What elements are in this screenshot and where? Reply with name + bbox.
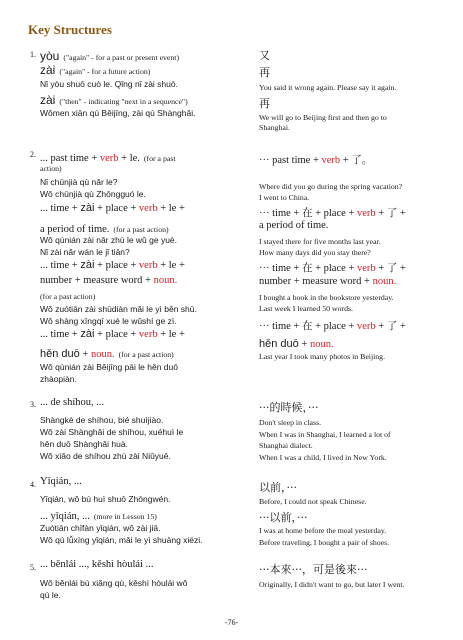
pattern-note: (for a past action) [40, 292, 96, 301]
chinese-pattern: ···的時候，··· [259, 401, 319, 414]
example-pinyin: Wǒ xiǎo de shíhou zhù zài Niǔyuē. [40, 451, 171, 461]
english-translation: Last week I learned 50 words. [259, 304, 353, 313]
section-number: 4. [30, 480, 36, 489]
example-pinyin: Wǒ běnlái bù xiǎng qù, kěshì hòulái wǒ [40, 578, 188, 588]
section-number: 1. [30, 50, 36, 59]
pattern-time-zai-place: ... time + zài + place + verb + le + [40, 202, 185, 214]
section-number: 2. [30, 150, 36, 159]
english-translation: I was at home before the meal yesterday. [259, 526, 387, 535]
chinese-pattern: ··· time + 在 + place + verb + 了 + [259, 208, 406, 219]
chinese-pattern: ··· time + 在 + place + verb + 了 + [259, 321, 406, 332]
example-pinyin: Wǒ zài Shànghǎi de shíhou, xuéhuì le [40, 427, 184, 437]
example-pinyin: Nǐ zài nǎr wán le jǐ tiān? [40, 247, 130, 257]
page-number: -76- [224, 618, 239, 627]
english-translation: When I was a child, I lived in New York. [259, 453, 387, 462]
english-translation: Don't sleep in class. [259, 418, 322, 427]
chinese-pattern: number + measure word + noun. [259, 276, 397, 287]
chinese-pattern: 又 [259, 49, 270, 62]
example-pinyin: Wǒ shàng xīngqī xué le wǔshí ge zì. [40, 316, 177, 326]
example-pinyin: Nǐ yòu shuō cuò le. Qǐng nǐ zài shuō. [40, 79, 178, 89]
example-pinyin: Wǒ zuótiān zài shūdiàn mǎi le yì běn shū. [40, 304, 197, 314]
english-translation: We will go to Beijing first and then go to [259, 113, 387, 122]
chinese-pattern: 再 [259, 97, 270, 110]
example-pinyin: zhàopiàn. [40, 374, 77, 384]
page-title: Key Structures [28, 22, 112, 37]
english-translation: You said it wrong again. Please say it again. [259, 83, 397, 92]
english-translation: Originally, I didn't want to go, but later I went. [259, 580, 405, 589]
example-pinyin: Zuótiān chīfàn yǐqián, wǒ zài jiā. [40, 523, 161, 533]
english-translation: I stayed there for five months last year. [259, 237, 381, 246]
section-number: 5. [30, 563, 36, 572]
pattern-note: action) [40, 164, 62, 173]
section-number: 3. [30, 400, 36, 409]
pattern-yiqian-after: ... yǐqián, ... (more in Lesson 15) [40, 511, 157, 522]
example-pinyin: Wǒmen xiān qù Běijīng, zài qù Shànghǎi. [40, 108, 196, 118]
pattern-number-measure: number + measure word + noun. [40, 275, 178, 286]
pattern-benlai-keshi: ... běnlái ..., kěshì hòulái ... [40, 559, 154, 570]
example-pinyin: hěn duō Shànghǎi huà. [40, 439, 128, 449]
english-translation: Last year I took many photos in Beijing. [259, 352, 386, 361]
english-translation: I bought a book in the bookstore yesterday. [259, 293, 394, 302]
english-translation: Where did you go during the spring vacation? [259, 182, 403, 191]
pattern-hen-duo: hěn duō + noun. (for a past action) [40, 348, 174, 360]
pattern-zai-again: zài ("again" - for a future action) [40, 63, 151, 77]
english-translation: Before traveling, I bought a pair of shoes. [259, 538, 390, 547]
pattern-de-shihou: ... de shíhou, ... [40, 397, 105, 408]
english-translation: I went to China. [259, 193, 310, 202]
pattern-you: yòu ("again" - for a past or present event) [40, 49, 180, 63]
chinese-pattern: ···本來···，可是後來··· [259, 563, 368, 576]
chinese-pattern: ···以前，··· [259, 511, 308, 524]
chinese-pattern: 再 [259, 66, 270, 79]
example-pinyin: Nǐ chūnjià qù nǎr le? [40, 177, 118, 187]
pattern-yiqian: Yǐqián, ... [40, 476, 82, 487]
example-pinyin: qù le. [40, 590, 61, 600]
pattern-time-zai-place: ... time + zài + place + verb + le + [40, 328, 185, 340]
english-translation: When I was in Shanghai, I learned a lot of [259, 430, 391, 439]
chinese-pattern: ··· past time + verb + 了。 [259, 155, 373, 166]
pattern-period: a period of time. (for a past action) [40, 224, 169, 235]
example-pinyin: Shàngkè de shíhou, bié shuìjiào. [40, 415, 164, 425]
example-pinyin: Wǒ qùnián zài nǎr zhù le wǔ ge yuè. [40, 235, 178, 245]
example-pinyin: Wǒ qùnián zài Běijīng pāi le hěn duō [40, 362, 178, 372]
english-translation: Before, I could not speak Chinese. [259, 497, 367, 506]
chinese-pattern: 以前，··· [259, 481, 297, 494]
pattern-past-time-verb-le: ... past time + verb + le. (for a past [40, 153, 176, 164]
chinese-pattern: a period of time. [259, 220, 329, 231]
english-translation: How many days did you stay there? [259, 248, 371, 257]
example-pinyin: Wǒ qù lǚxíng yǐqián, mǎi le yì shuāng xiézi. [40, 535, 203, 545]
example-pinyin: Wǒ chūnjià qù Zhōngguó le. [40, 189, 146, 199]
chinese-pattern: hěn duō + noun. [259, 338, 334, 350]
example-pinyin: Yǐqián, wǒ bú huì shuō Zhōngwén. [40, 494, 171, 504]
pattern-time-zai-place: ... time + zài + place + verb + le + [40, 259, 185, 271]
pattern-zai-then: zài ("then" - indicating "next in a sequence") [40, 93, 188, 107]
english-translation: Shanghai. [259, 123, 290, 132]
english-translation: Shanghai dialect. [259, 441, 313, 450]
chinese-pattern: ··· time + 在 + place + verb + 了 + [259, 263, 406, 274]
